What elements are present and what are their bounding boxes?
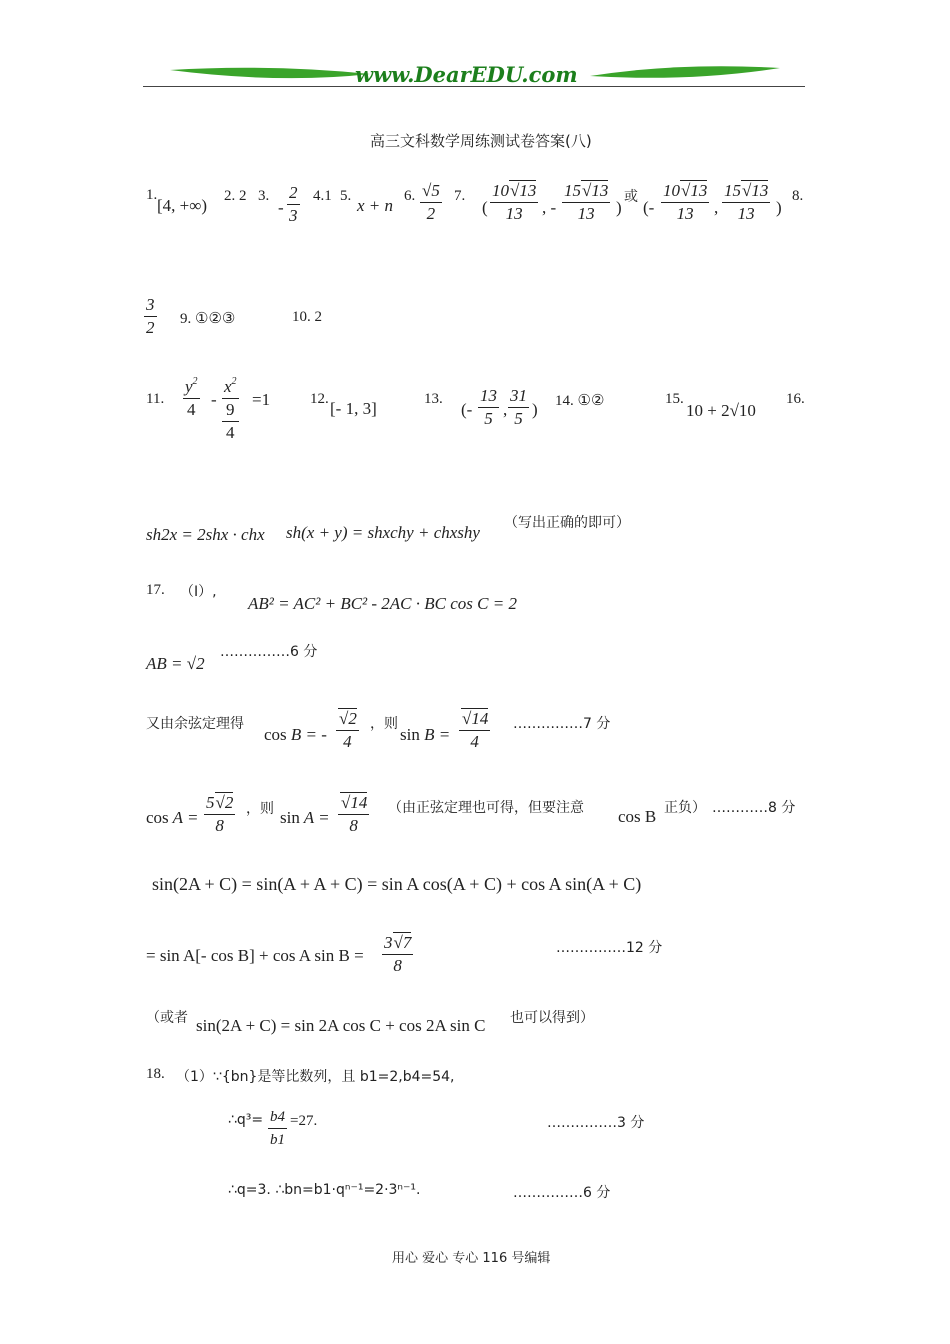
q17-then-2: ，则	[246, 801, 274, 817]
a8-label: 8.	[792, 188, 804, 204]
site-logo-text: www.DearEDU.com	[355, 62, 578, 87]
a7-frac-3: $\frac{10√13}{13}$	[663, 181, 708, 223]
page-title: 高三文科数学周练测试卷答案(八)	[370, 132, 592, 150]
a7-frac-4: $\frac{15√13}{13}$	[724, 181, 769, 223]
q17-sinB: sin B =	[400, 725, 451, 744]
a7-paren-close: )	[616, 198, 622, 217]
a3-fraction: $\frac{2}{3}$	[289, 183, 298, 225]
a12-answer: [- 1, 3]	[330, 399, 377, 418]
a13-open: (-	[461, 400, 473, 419]
q17-cosA: cos A =	[146, 808, 199, 827]
a7-frac-2: $\frac{15√13}{13}$	[564, 181, 609, 223]
a7-frac-1: $\frac{10√13}{13}$	[492, 181, 537, 223]
header-rule	[143, 86, 805, 87]
a13-frac-1: $\frac{13}{5}$	[480, 386, 497, 428]
a7-paren-close-2: )	[776, 198, 782, 217]
q18-line1: （1）∵{bn}是等比数列，且 b1=2,b4=54,	[176, 1069, 455, 1085]
q17-then-1: ，则	[370, 716, 398, 732]
a16-note: （写出正确的即可）	[504, 515, 630, 531]
a15-label: 15.	[665, 391, 684, 407]
banner-swoosh-left	[170, 62, 370, 84]
q18-score-3: ……………3 分	[547, 1115, 645, 1131]
a9-answer: 9. ①②③	[180, 311, 236, 327]
a1-label: 1.	[146, 187, 158, 203]
a7-comma-minus: , -	[542, 198, 557, 217]
a15-answer: 10 + 2√10	[686, 401, 756, 420]
q17-cosB-frac: $\frac{√2}{4}$	[336, 708, 359, 753]
q17-result-frac: $\frac{3√7}{8}$	[384, 933, 412, 975]
page-footer: 用心 爱心 专心 116 号编辑	[392, 1251, 551, 1266]
a11-label: 11.	[146, 391, 165, 407]
q17-sin2: sin(2A + C) = sin(A + A + C) = sin A cos(A + C) + cos A sin(A + C)	[152, 874, 642, 894]
q18-q3-frac: $\frac{b4}{b1}$	[268, 1106, 287, 1151]
q17-cosine-lead: 又由余弦定理得	[146, 716, 244, 732]
a13-label: 13.	[424, 391, 443, 407]
a11-frac-y: $\frac{y^2}{4}$	[185, 376, 198, 419]
a7-paren-open: (	[482, 198, 488, 217]
q17-sinB-frac: $\frac{√14}{4}$	[459, 708, 490, 753]
a4-answer: 4.1	[313, 188, 332, 204]
a5-answer: x + n	[357, 196, 394, 215]
a7-or: 或	[624, 189, 638, 205]
a11-minus: -	[211, 390, 217, 409]
q17-score-8: …………8 分	[712, 800, 796, 816]
q17-part: （Ⅰ）,	[180, 584, 217, 600]
q18-q3: ∴q³=	[228, 1112, 264, 1128]
q17-cosB: cos B = -	[264, 725, 327, 744]
q17-cosA-frac: $\frac{5√2}{8}$	[206, 793, 234, 835]
q17-alt-lead: （或者	[146, 1010, 188, 1026]
a7-paren-open-2: (-	[643, 198, 655, 217]
q17-score-6: ……………6 分	[220, 644, 318, 660]
a13-close: )	[532, 400, 538, 419]
q17-sinA: sin A =	[280, 808, 330, 827]
a2-answer: 2. 2	[224, 188, 247, 204]
q17-sign-note: 正负）	[664, 800, 706, 816]
a8-fraction: $\frac{3}{2}$	[146, 295, 155, 337]
q17-alt-tail: 也可以得到）	[510, 1010, 594, 1026]
q18-q3-value: =27.	[290, 1113, 318, 1129]
a12-label: 12.	[310, 391, 329, 407]
a7-label: 7.	[454, 188, 466, 204]
a1-answer: [4, +∞)	[157, 196, 208, 215]
a3-label: 3.	[258, 188, 270, 204]
a11-frac-x: $x^2$ 9 4	[224, 376, 237, 442]
q18-score-6: ……………6 分	[513, 1185, 611, 1201]
q17-label: 17.	[146, 582, 165, 598]
q17-sinA-note: （由正弦定理也可得，但要注意	[388, 800, 584, 816]
a16-eq1: sh2x = 2shx · chx	[146, 525, 265, 544]
q17-eq1: AB² = AC² + BC² - 2AC · BC cos C = 2	[248, 594, 517, 613]
q18-line3: ∴q=3. ∴bn=b1·qⁿ⁻¹=2·3ⁿ⁻¹.	[228, 1182, 421, 1198]
q17-sin2b: = sin A[- cos B] + cos A sin B =	[146, 946, 364, 965]
a13-comma: ,	[503, 400, 508, 419]
q17-cosB-ref: cos B	[618, 807, 657, 826]
q17-alt-eq: sin(2A + C) = sin 2A cos C + cos 2A sin C	[196, 1016, 486, 1035]
a13-frac-2: $\frac{31}{5}$	[510, 386, 527, 428]
a11-equals: =1	[252, 390, 271, 409]
a16-eq2: sh(x + y) = shxchy + chxshy	[286, 523, 480, 542]
banner-swoosh-right	[590, 62, 780, 84]
q17-ab: AB = √2	[146, 654, 205, 673]
a6-label: 6.	[404, 188, 416, 204]
a6-fraction: $\frac{√5}{2}$	[422, 181, 440, 223]
a3-sign: -	[278, 198, 284, 217]
a7-comma: ,	[714, 198, 719, 217]
q17-score-7: ……………7 分	[513, 716, 611, 732]
a10-answer: 10. 2	[292, 309, 322, 325]
q18-label: 18.	[146, 1066, 165, 1082]
a16-label: 16.	[786, 391, 805, 407]
q17-sinA-frac: $\frac{√14}{8}$	[338, 792, 369, 837]
q17-score-12: ……………12 分	[556, 940, 663, 956]
a14-answer: 14. ①②	[555, 393, 605, 409]
a5-label: 5.	[340, 188, 352, 204]
